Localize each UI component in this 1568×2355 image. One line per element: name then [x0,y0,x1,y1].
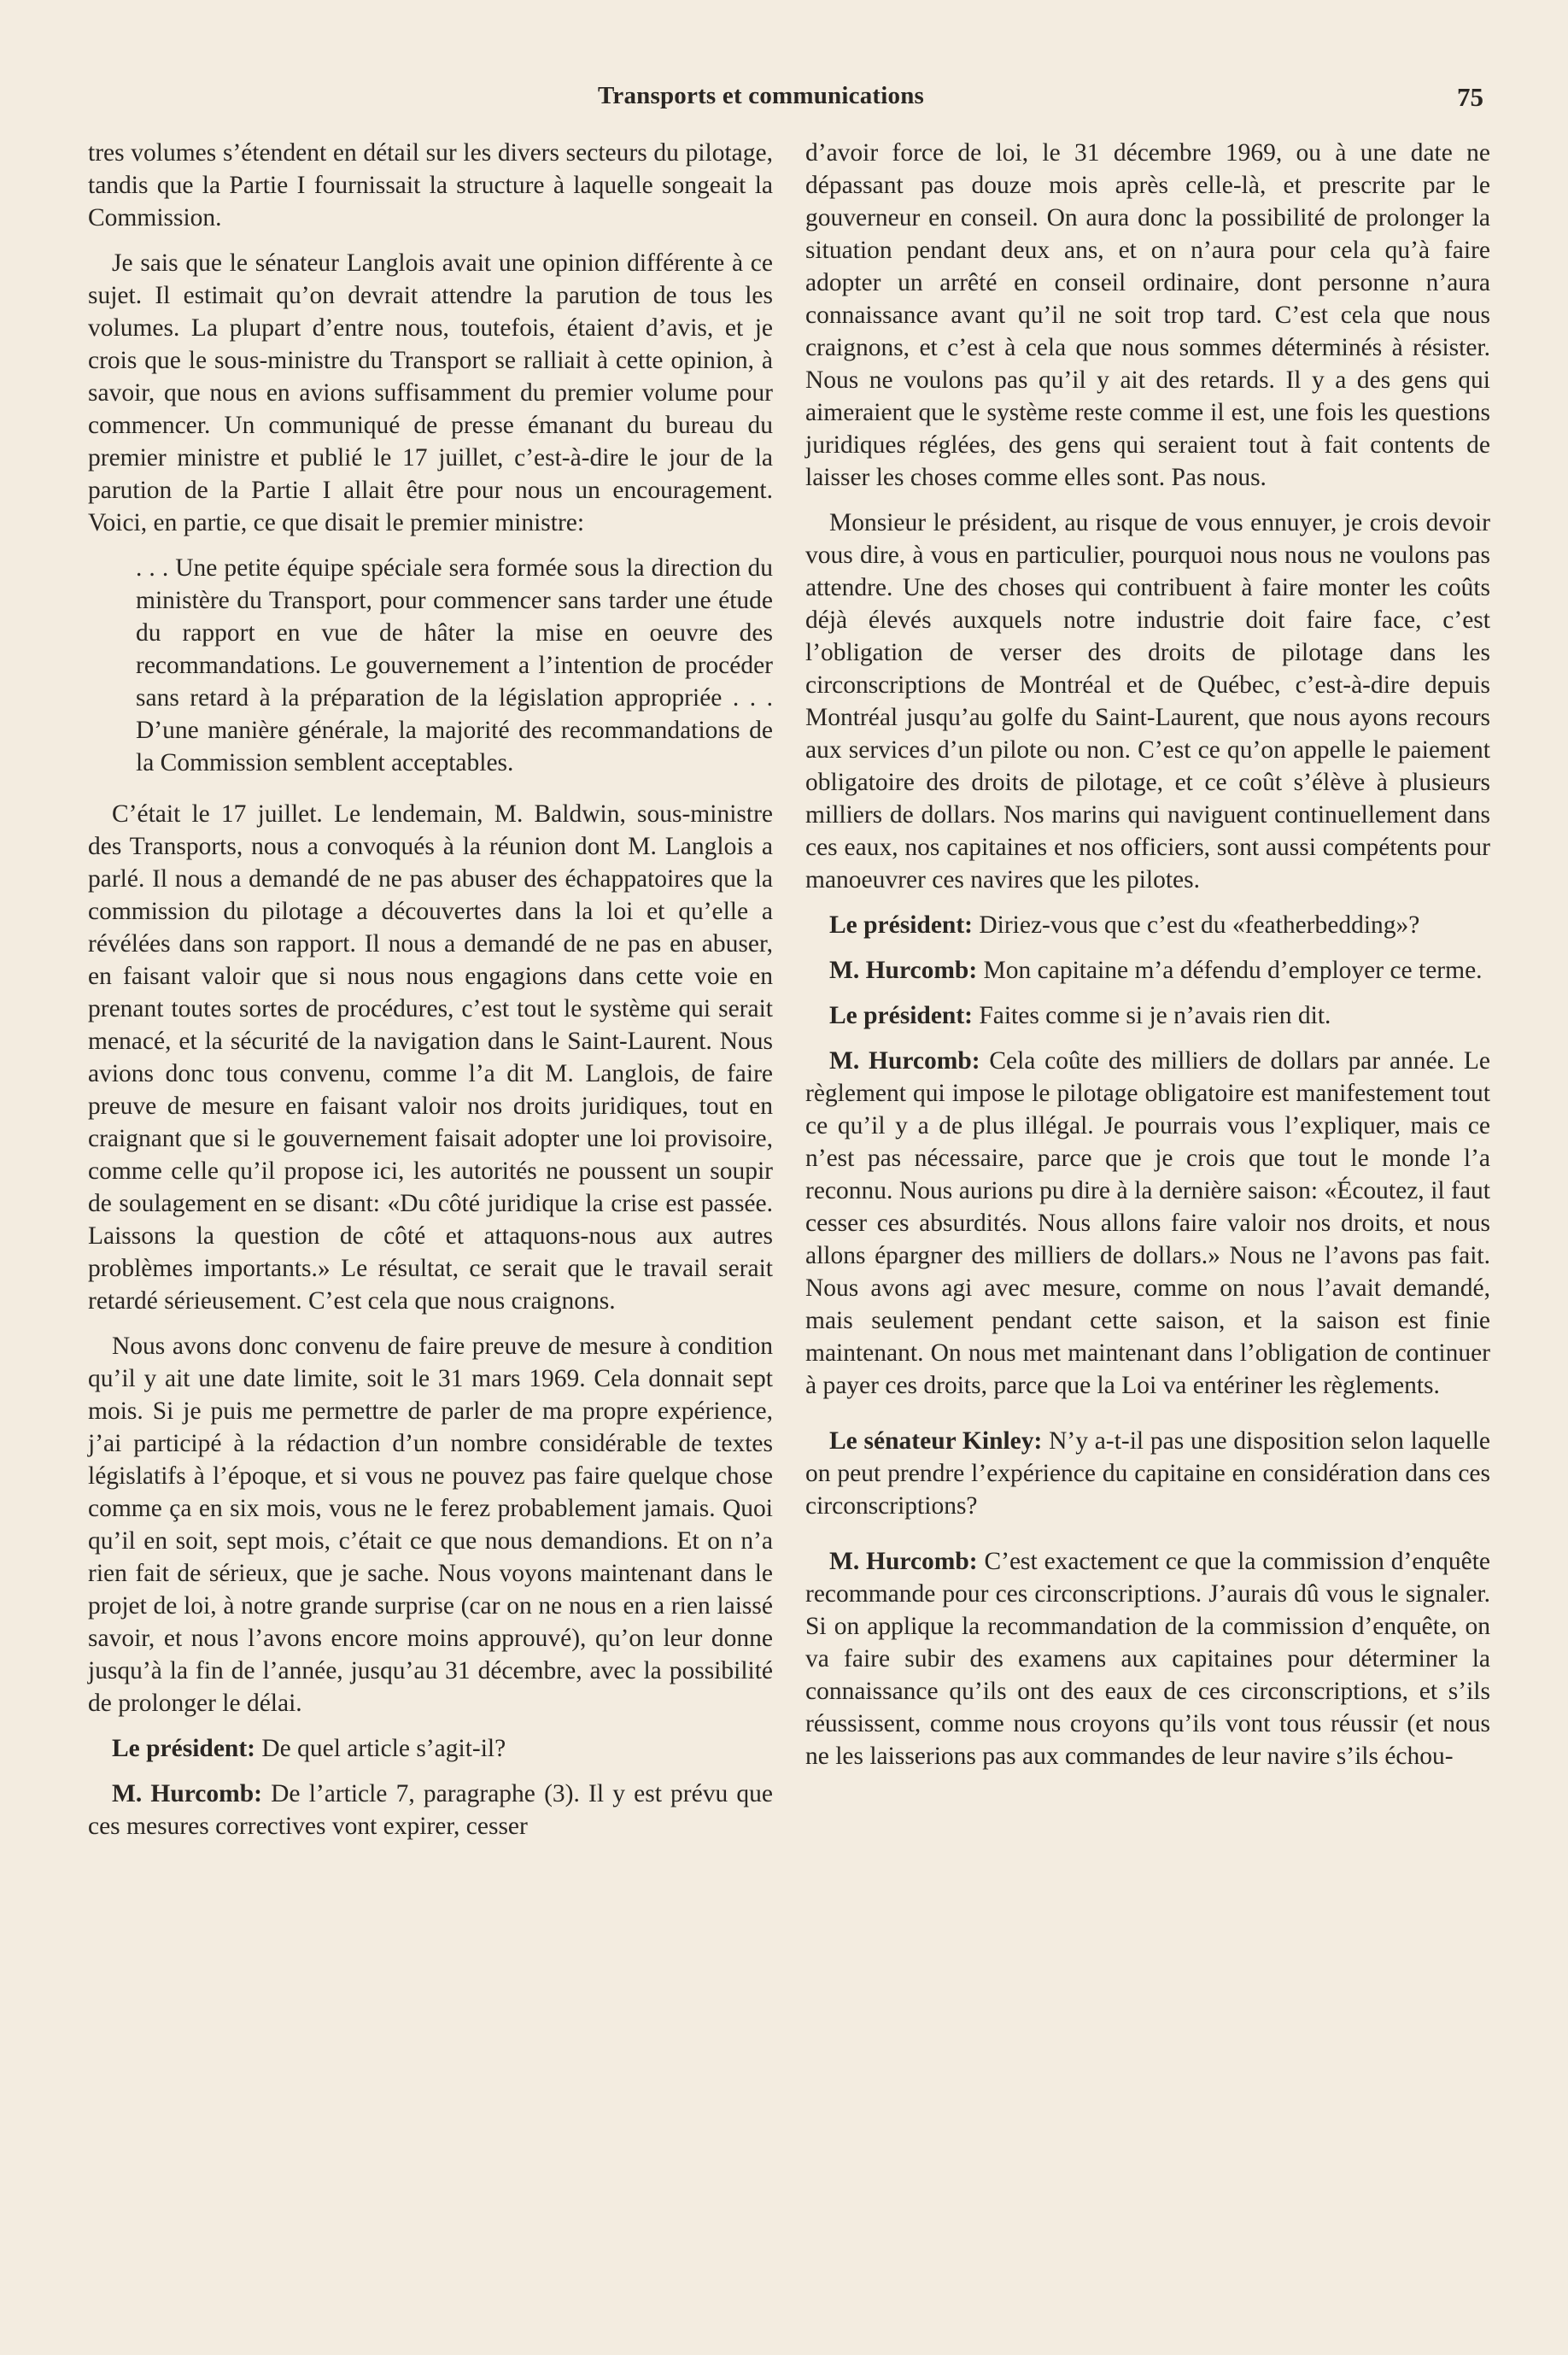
paragraph-text: d’avoir force de loi, le 31 décembre 1969, ou à une date ne dépassant pas douze mois après celle-là, et prescrite par le gouverneur en conseil. On aura donc la possibilité de prolonger la situation pendant deux ans, et on n’aura pour cela qu’à faire adopter un arrêté en conseil ordinaire, dont personne n’aura connaissance avant qu’il ne soit trop tard. C’est cela que nous craignons, et c’est à cela que nous sommes déterminés à résister. Nous ne voulons pas qu’il y ait des retards. Il y a des gens qui aimeraient que le système reste comme il est, une fois les questions juridiques réglées, des gens qui seraient tout à fait contents de laisser les choses comme elles sont. Pas nous. [805,139,1490,491]
paragraph-text: C’est exactement ce que la commission d’enquête recommande pour ces circonscriptions. J’aurais dû vous le signaler. Si on applique la recommandation de la commission d’enquête, on va faire subir des examens aux capitaines pour déterminer la connaissance qu’ils ont des eaux de ces circonscriptions, et s’ils réussissent, comme nous croyons qu’ils vont tous réussir (et nous ne les laisserions pas aux commandes de leur navire s’ils échou- [805,1548,1491,1770]
paragraph [805,507,1490,896]
paragraph-text: C’était le 17 juillet. Le lendemain, M. Baldwin, sous-ministre des Transports, nous a convoqués à la réunion dont M. Langlois a parlé. Il nous a demandé de ne pas abuser des échappatoires que la commission du pilotage a découvertes dans la loi et qu’elle a révélées dans son rapport. Il nous a demandé de ne pas en abuser, en faisant valoir que si nous nous engagions dans cette voie en prenant toutes sortes de procédures, c’est tout le système qui serait menacé, et la sécurité de la navigation dans le Saint-Laurent. Nous avions donc tous convenu, comme l’a dit M. Langlois, de faire preuve de mesure en faisant valoir nos droits juridiques, tout en craignant que si le gouvernement faisait adopter une loi provisoire, comme celle qu’il propose ici, les autorités ne poussent un soupir de soulagement en se disant: «Du côté juridique la crise est passée. Laissons la question de côté et attaquons-nous aux autres problèmes importants.» Le résultat, ce serait que le travail serait retardé sérieusement. C’est cela que nous craignons. [88,800,773,1315]
speaker-paragraph [805,999,1490,1032]
speaker-paragraph [805,954,1490,987]
speaker-paragraph [805,1425,1490,1522]
speaker-name: M. Hurcomb: [829,1047,980,1075]
paragraph-continued [88,137,773,234]
paragraph-text: Diriez-vous que c’est du «featherbedding»? [979,911,1420,939]
paragraph [88,247,773,539]
speaker-paragraph [88,1778,773,1842]
paragraph-text: N’y a-t-il pas une disposition selon laquelle on peut prendre l’expérience du capitaine en considération dans ces circonscriptions? [805,1427,1491,1520]
paragraph-text: Faites comme si je n’avais rien dit. [979,1002,1331,1029]
paragraph-text: Nous avons donc convenu de faire preuve de mesure à condition qu’il y ait une date limite, soit le 31 mars 1969. Cela donnait sept mois. Si je puis me permettre de parler de ma propre expérience, j’ai participé à la rédaction d’un nombre considérable de textes législatifs à l’époque, et si vous ne pouvez pas faire quelque chose comme ça en six mois, vous ne le ferez probablement jamais. Quoi qu’il en soit, sept mois, c’était ce que nous demandions. Et on n’a rien fait de sérieux, que je sache. Nous voyons maintenant dans le projet de loi, à notre grande surprise (car on ne nous en a rien laissé savoir, et nous l’avons encore moins approuvé), qu’on leur donne jusqu’à la fin de l’année, jusqu’au 31 décembre, avec la possibilité de prolonger le délai. [88,1333,773,1717]
paragraph-continued [805,137,1490,494]
left-column [88,137,773,1855]
page-header [0,82,1568,116]
paragraph-text: . . . Une petite équipe spéciale sera formée sous la direction du ministère du Transport, pour commencer sans tarder une étude du rapport en vue de hâter la mise en oeuvre des recommandations. Le gouvernement a l’intention de procéder sans retard à la préparation de la législation appropriée . . . D’une manière générale, la majorité des recommandations de la Commission semblent acceptables. [136,554,773,776]
speaker-name: Le président: [112,1735,255,1762]
paragraph [88,1330,773,1719]
running-title: Transports et communications [598,82,925,109]
speaker-paragraph [805,1045,1490,1402]
speaker-name: Le président: [829,911,973,939]
speaker-name: M. Hurcomb: [829,1548,978,1575]
speaker-name: M. Hurcomb: [829,957,978,984]
page-number: 75 [1457,82,1483,112]
paragraph-text: De quel article s’agit-il? [261,1735,506,1762]
right-column [805,137,1490,1785]
paragraph-text: tres volumes s’étendent en détail sur les divers secteurs du pilotage, tandis que la Partie I fournissait la structure à laquelle songeait la Commission. [88,139,773,231]
block-quote [136,552,773,779]
paragraph-text: Mon capitaine m’a défendu d’employer ce terme. [983,957,1483,984]
speaker-name: Le président: [829,1002,973,1029]
speaker-paragraph [805,1545,1490,1772]
paragraph [88,798,773,1317]
paragraph-text: Monsieur le président, au risque de vous ennuyer, je crois devoir vous dire, à vous en particulier, pourquoi nous nous ne voulons pas attendre. Une des choses qui contribuent à faire monter les coûts déjà élevés auxquels notre industrie doit faire face, c’est l’obligation de verser des droits de pilotage dans les circonscriptions de Montréal et de Québec, c’est-à-dire depuis Montréal jusqu’au golfe du Saint-Laurent, que nous ayons recours aux services d’un pilote ou non. C’est ce qu’on appelle le paiement obligatoire des droits de pilotage, et ce coût s’élève à plusieurs milliers de dollars. Nos marins qui naviguent continuellement dans ces eaux, nos capitaines et nos officiers, sont aussi compétents pour manoeuvrer ces navires que les pilotes. [805,509,1490,893]
paragraph-text: Cela coûte des milliers de dollars par année. Le règlement qui impose le pilotage obligatoire est manifestement tout ce qu’il y a de plus illégal. Je pourrais vous l’expliquer, mais ce n’est pas nécessaire, parce que je crois que tout le monde l’a reconnu. Nous aurions pu dire à la dernière saison: «Écoutez, il faut cesser ces absurdités. Nous allons faire valoir nos droits, et nous allons épargner des milliers de dollars.» Nous ne l’avons pas fait. Nous avons agi avec mesure, comme on nous l’avait demandé, mais seulement pendant cette saison, et la saison est finie maintenant. On nous met maintenant dans l’obligation de continuer à payer ces droits, parce que la Loi va entériner les règlements. [805,1047,1491,1399]
speaker-name: M. Hurcomb: [112,1780,262,1807]
paragraph-text: De l’article 7, paragraphe (3). Il y est prévu que ces mesures correctives vont expirer, cesser [88,1780,773,1840]
speaker-paragraph [805,909,1490,941]
speaker-paragraph [88,1732,773,1765]
paragraph-text: Je sais que le sénateur Langlois avait une opinion différente à ce sujet. Il estimait qu’on devrait attendre la parution de tous les volumes. La plupart d’entre nous, toutefois, étaient d’avis, et je crois que le sous-ministre du Transport se ralliait à cette opinion, à savoir, que nous en avions suffisamment du premier volume pour commencer. Un communiqué de presse émanant du bureau du premier ministre et publié le 17 juillet, c’est-à-dire le jour de la parution de la Partie I allait être pour nous un encouragement. Voici, en partie, ce que disait le premier ministre: [88,249,773,536]
speaker-name: Le sénateur Kinley: [829,1427,1043,1455]
